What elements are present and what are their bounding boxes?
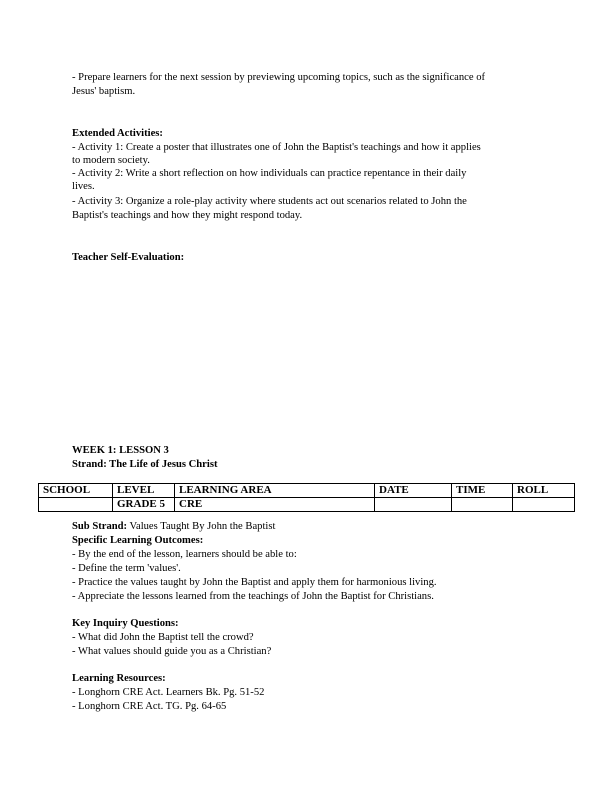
inquiry-line: - What values should guide you as a Christian?: [72, 646, 272, 657]
inquiry-heading: Key Inquiry Questions:: [72, 618, 179, 629]
table-cell: [513, 498, 575, 512]
sub-strand: [72, 521, 275, 534]
outcomes-heading: Specific Learning Outcomes:: [72, 535, 204, 546]
teacher-self-evaluation-heading: Teacher Self-Evaluation:: [72, 252, 185, 263]
table-header-cell: SCHOOL: [39, 484, 113, 498]
table-cell: CRE: [175, 498, 375, 512]
outcome-line: - By the end of the lesson, learners should be able to:: [72, 549, 297, 560]
extended-activity-line: - Activity 2: Write a short reflection on how individuals can practice repentance in their daily: [72, 168, 467, 179]
inquiry-line: - What did John the Baptist tell the crowd?: [72, 632, 254, 643]
sub-strand-label: Sub Strand:: [72, 521, 128, 532]
extended-activity-line: - Activity 1: Create a poster that illustrates one of John the Baptist's teachings and how it applies: [72, 142, 481, 153]
table-header-cell: LEVEL: [113, 484, 175, 498]
week-lesson-heading: WEEK 1: LESSON 3: [72, 445, 169, 456]
prep-text-line-2: Jesus' baptism.: [72, 86, 136, 97]
resource-line: - Longhorn CRE Act. Learners Bk. Pg. 51-52: [72, 687, 265, 698]
extended-activities-heading: Extended Activities:: [72, 128, 163, 139]
table-cell: [39, 498, 113, 512]
table-cell: [375, 498, 452, 512]
extended-activity-line: to modern society.: [72, 155, 150, 166]
table-header-cell: LEARNING AREA: [175, 484, 375, 498]
outcome-line: - Appreciate the lessons learned from the teachings of John the Baptist for Christians.: [72, 591, 434, 602]
table-cell: [452, 498, 513, 512]
extended-activity-line: - Activity 3: Organize a role-play activity where students act out scenarios related to John the: [72, 196, 467, 207]
extended-activity-line: lives.: [72, 181, 95, 192]
resources-heading: Learning Resources:: [72, 673, 166, 684]
table-header-row: [39, 484, 575, 498]
sub-strand-value: Values Taught By John the Baptist: [127, 521, 276, 532]
table-header-cell: DATE: [375, 484, 452, 498]
outcome-line: - Define the term 'values'.: [72, 563, 181, 574]
lesson-info-table: [38, 483, 575, 512]
strand-heading: Strand: The Life of Jesus Christ: [72, 459, 218, 470]
table-header-cell: ROLL: [513, 484, 575, 498]
prep-text-line-1: - Prepare learners for the next session by previewing upcoming topics, such as the significance of: [72, 72, 486, 83]
resource-line: - Longhorn CRE Act. TG. Pg. 64-65: [72, 701, 227, 712]
table-row: [39, 498, 575, 512]
extended-activity-line: Baptist's teachings and how they might respond today.: [72, 210, 303, 221]
table-header-cell: TIME: [452, 484, 513, 498]
table-cell: GRADE 5: [113, 498, 175, 512]
outcome-line: - Practice the values taught by John the Baptist and apply them for harmonious living.: [72, 577, 437, 588]
